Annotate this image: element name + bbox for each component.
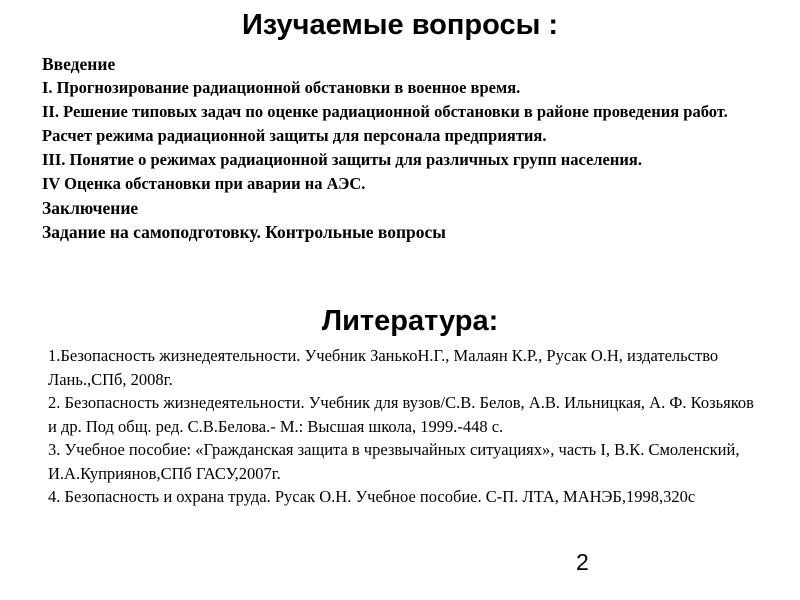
reference-item-2: 2. Безопасность жизнедеятельности. Учебник для вузов/С.В. Белов, А.В. Ильницкая, А. Ф. Козьяков и др. Под общ. ред. С.В.Белова.- М.: Высшая школа, 1999.-448 с. — [48, 393, 754, 436]
reference-item-4: 4. Безопасность и охрана труда. Русак О.Н. Учебное пособие. С-П. ЛТА, МАНЭБ,1998,320с — [48, 487, 696, 506]
topic-item-4: IV Оценка обстановки при аварии на АЭС. — [42, 174, 366, 193]
topic-item-3: III. Понятие о режимах радиационной защиты для различных групп населения. — [42, 150, 642, 169]
topic-item-2: II. Решение типовых задач по оценке радиационной обстановки в районе проведения работ. Расчет режима радиационной защиты для персонала предприятия. — [42, 102, 728, 145]
topic-item-1: I. Прогнозирование радиационной обстановки в военное время. — [42, 78, 521, 97]
reference-item-1: 1.Безопасность жизнедеятельности. Учебник ЗанькоН.Г., Малаян К.Р., Русак О.Н, издательство Лань.,СПб, 2008г. — [48, 346, 719, 389]
topics-list — [42, 52, 762, 244]
topic-item-homework: Задание на самоподготовку. Контрольные вопросы — [42, 222, 446, 242]
literature-title: Литература: — [321, 305, 499, 337]
reference-item-3: 3. Учебное пособие: «Гражданская защита в чрезвычайных ситуациях», часть I, В.К. Смоленский, И.А.Куприянов,СПб ГАСУ,2007г. — [48, 440, 740, 483]
references-list — [48, 344, 758, 509]
topic-item-intro: Введение — [42, 54, 116, 74]
topic-item-conclusion: Заключение — [42, 198, 139, 218]
page-number: 2 — [576, 549, 589, 575]
slide-title: Изучаемые вопросы : — [241, 9, 559, 41]
